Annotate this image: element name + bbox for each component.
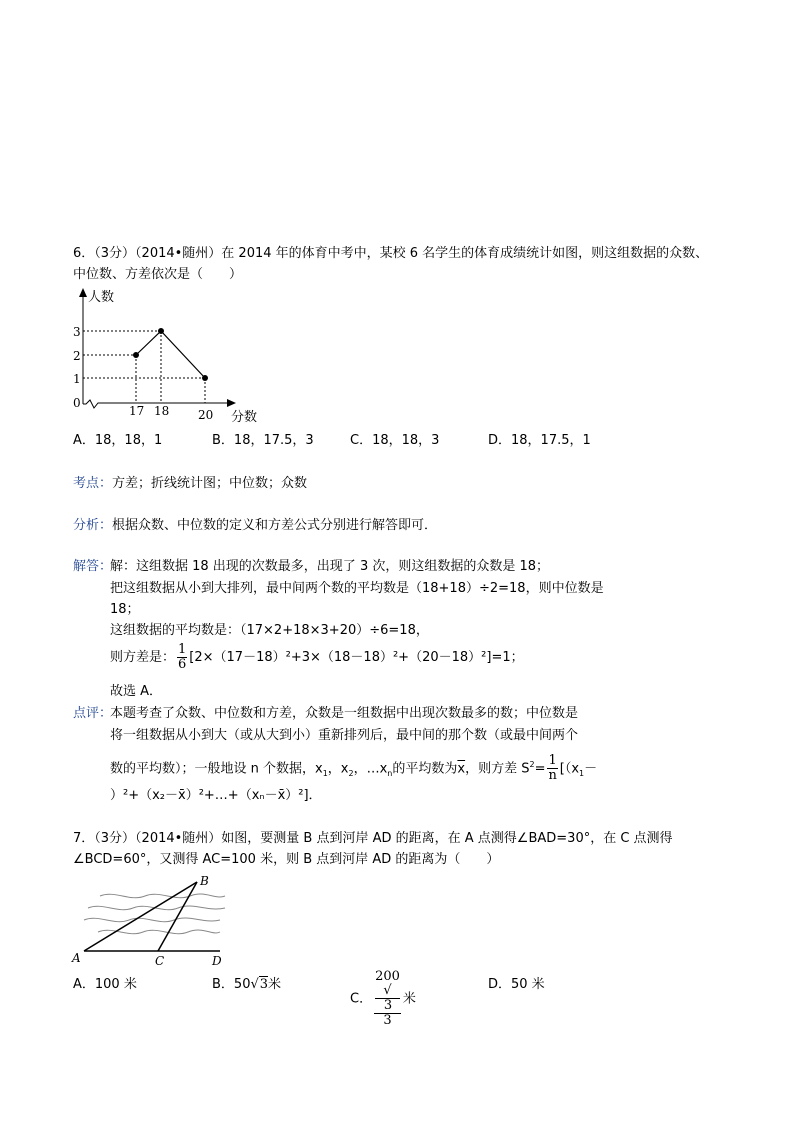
dianping-line4: ）²+（x₂－x̄）²+…+（xₙ－x̄）²]． [110, 788, 322, 803]
fenxi-text: 根据众数、中位数的定义和方差公式分别进行解答即可． [112, 518, 438, 533]
point-label-c: C [155, 954, 165, 968]
point-18 [158, 328, 164, 334]
jieda-line6: 故选 A． [110, 684, 163, 699]
wave-1 [100, 894, 225, 898]
jieda-line3: 18； [110, 602, 140, 617]
dianping-line2: 将一组数据从小到大（或从大到小）重新排列后，最中间的那个数（或最中间两个 [110, 728, 579, 743]
q6-line2: 中位数、方差依次是（ ） [73, 267, 243, 282]
point-17 [133, 352, 139, 358]
dianping-line3-g: [（x [559, 761, 580, 777]
q7-line1: 7．（3分）（2014•随州）如图，要测量 B 点到河岸 AD 的距离，在 A 点测得∠BAD=30°，在 C 点测得 [73, 831, 673, 846]
q6-option-b[interactable]: B．18，17.5，3 [212, 433, 314, 448]
dianping-line3-e: ，则方差 S [465, 761, 530, 777]
jieda-line4: 这组数据的平均数是：（17×2+18×3+20）÷6=18， [110, 623, 429, 638]
dianping-line3-a: 数的平均数）；一般地设 n 个数据，x [110, 761, 323, 777]
jieda-label: 解答： [73, 559, 113, 574]
kaodian-label: 考点： [73, 476, 113, 491]
dianping-line1: 本题考查了众数、中位数和方差，众数是一组数据中出现次数最多的数；中位数是 [110, 706, 579, 721]
x-axis-arrow [227, 399, 236, 407]
segment-cb [158, 882, 197, 951]
x-tick-17: 17 [129, 404, 145, 418]
y-axis-label: 人数 [88, 290, 115, 305]
dianping-line3-d: 的平均数为 [392, 761, 458, 777]
mean-symbol: $\overline{x}$ [457, 761, 466, 777]
q7-option-c-unit: 米 [402, 991, 416, 1007]
n-fraction: $\frac{1}{n}$ [548, 753, 557, 784]
y-tick-3: 3 [73, 325, 81, 339]
x-axis-label: 分数 [231, 410, 258, 425]
q6-line-chart [66, 286, 266, 426]
dianping-line3-c: ，…x [353, 761, 388, 777]
q6-option-c[interactable]: C．18，18，3 [350, 433, 440, 448]
jieda-line1: 解：这组数据 18 出现的次数最多，出现了 3 次，则这组数据的众数是 18； [110, 559, 550, 574]
q7-line2: ∠BCD=60°，又测得 AC=100 米，则 B 点到河岸 AD 的距离为（ ） [73, 852, 500, 867]
y-tick-1: 1 [73, 372, 81, 386]
option-c-fraction: 200 √ 3 3 [375, 969, 400, 1028]
jieda-line5-post: [2×（17－18）²+3×（18－18）²+（20－18）²]=1； [189, 650, 524, 665]
jieda-line5-pre: 则方差是： [110, 650, 176, 665]
point-label-a: A [72, 951, 81, 965]
q7-option-d[interactable]: D．50 米 [488, 977, 545, 992]
point-label-b: B [200, 874, 209, 888]
fraction-numerator: 1 [178, 642, 187, 657]
q7-option-a[interactable]: A．100 米 [73, 977, 137, 992]
q7-river-diagram [70, 872, 235, 968]
segment-ab [84, 882, 197, 951]
q7-option-b-unit: 米 [268, 977, 282, 992]
y-tick-0: 0 [73, 396, 81, 410]
dianping-line3: 数的平均数）；一般地设 n 个数据，$x_1$，$x_2$，$\dots x_n$的平均数为$\overline{x}$，则方差 $S^2=$ $\frac{1}{n}$ [（$x_1-$ [110, 753, 598, 784]
q6-option-d[interactable]: D．18，17.5，1 [488, 433, 591, 448]
y-axis-arrow [79, 288, 87, 297]
q6-line1: 6．（3分）（2014•随州）在 2014 年的体育中考中，某校 6 名学生的体育成绩统计如图，则这组数据的众数、 [73, 246, 709, 261]
kaodian-text: 方差；折线统计图；中位数；众数 [112, 476, 308, 491]
dianping-line3-b: ，x [327, 761, 349, 777]
fenxi [73, 517, 437, 535]
fraction-denominator: 6 [178, 657, 187, 672]
jieda-line2: 把这组数据从小到大排列，最中间两个数的平均数是（18+18）÷2=18，则中位数是 [110, 581, 604, 596]
data-line [136, 331, 205, 378]
q7-option-c-pre: C． [350, 991, 373, 1007]
sqrt-3-b: √3 [250, 977, 269, 992]
y-tick-2: 2 [73, 349, 81, 363]
fenxi-label: 分析： [73, 518, 113, 533]
q7-option-c[interactable] [350, 970, 416, 1028]
variance-fraction [177, 643, 187, 672]
q7-option-b-pre: B．50 [212, 977, 251, 992]
kaodian [73, 475, 307, 493]
x-tick-18: 18 [154, 404, 170, 418]
point-label-d: D [212, 954, 222, 968]
dianping-line3-f: = [534, 761, 546, 777]
q6-option-a[interactable]: A．18，18，1 [73, 433, 163, 448]
x-tick-20: 20 [198, 408, 214, 422]
point-20 [202, 375, 208, 381]
jieda-line5 [110, 643, 524, 673]
wave-3 [84, 918, 220, 922]
dianping-label: 点评： [73, 706, 113, 721]
q7-option-b[interactable] [212, 976, 281, 994]
